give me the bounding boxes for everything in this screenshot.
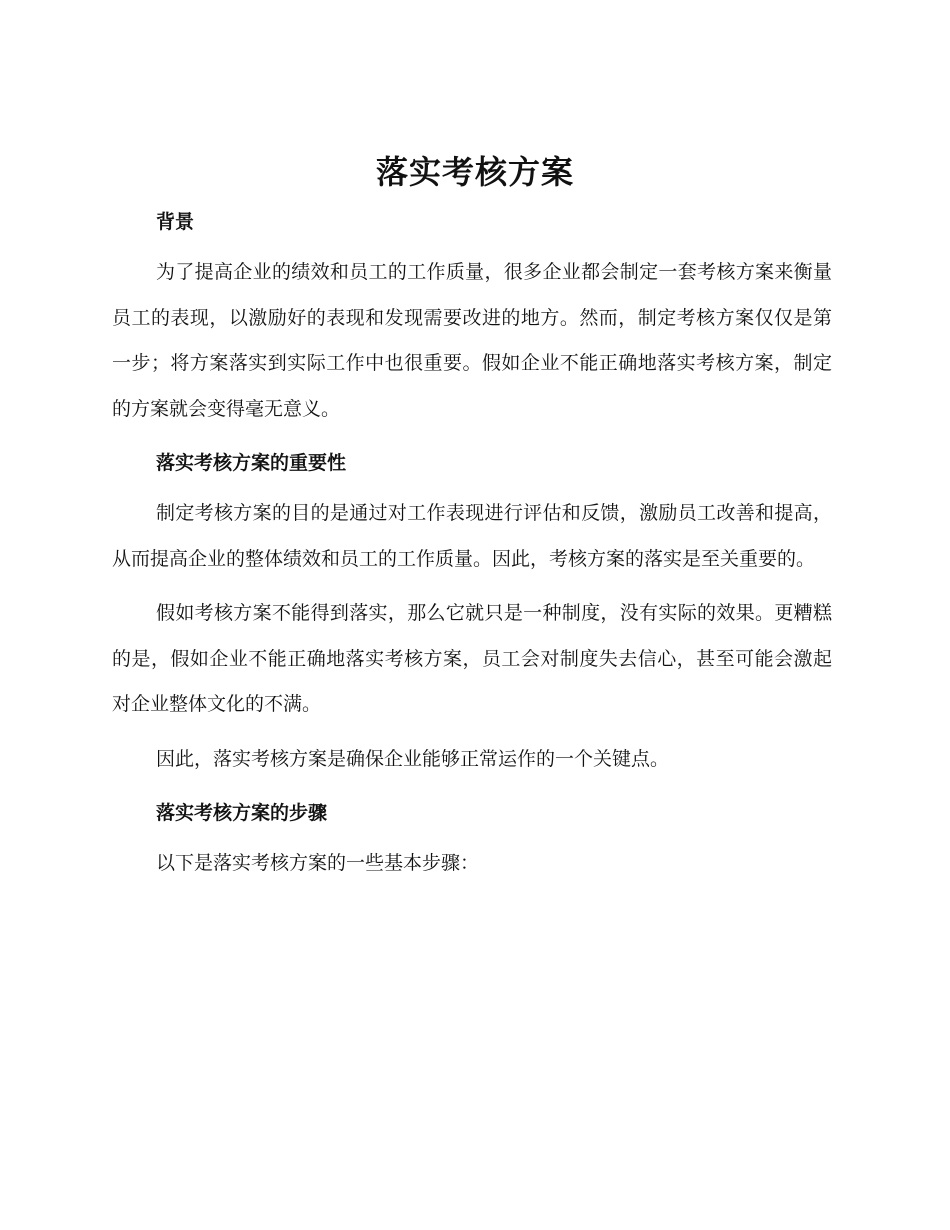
paragraph: 因此，落实考核方案是确保企业能够正常运作的一个关键点。 bbox=[156, 747, 670, 770]
paragraph: 假如考核方案不能得到落实，那么它就只是一种制度，没有实际的效果。更糟糕的是，假如企业不能正确地落实考核方案，员工会对制度失去信心，甚至可能会激起对企业整体文化的不满。 bbox=[112, 602, 832, 715]
paragraph: 制定考核方案的目的是通过对工作表现进行评估和反馈，激励员工改善和提高，从而提高企业的整体绩效和员工的工作质量。因此，考核方案的落实是至关重要的。 bbox=[112, 502, 832, 570]
section-importance bbox=[112, 441, 832, 782]
document-body bbox=[112, 200, 832, 896]
section-heading: 落实考核方案的步骤 bbox=[156, 802, 328, 824]
section-heading: 落实考核方案的重要性 bbox=[156, 452, 347, 474]
paragraph: 以下是落实考核方案的一些基本步骤： bbox=[156, 852, 480, 874]
paragraph: 为了提高企业的绩效和员工的工作质量，很多企业都会制定一套考核方案来衡量员工的表现，以激励好的表现和发现需要改进的地方。然而，制定考核方案仅仅是第一步；将方案落实到实际工作中也很重要。假如企业不能正确地落实考核方案，制定的方案就会变得毫无意义。 bbox=[112, 261, 832, 420]
section-steps bbox=[112, 791, 832, 887]
section-heading: 背景 bbox=[156, 211, 195, 233]
document-title: 落实考核方案 bbox=[375, 153, 574, 191]
section-background bbox=[112, 200, 832, 432]
